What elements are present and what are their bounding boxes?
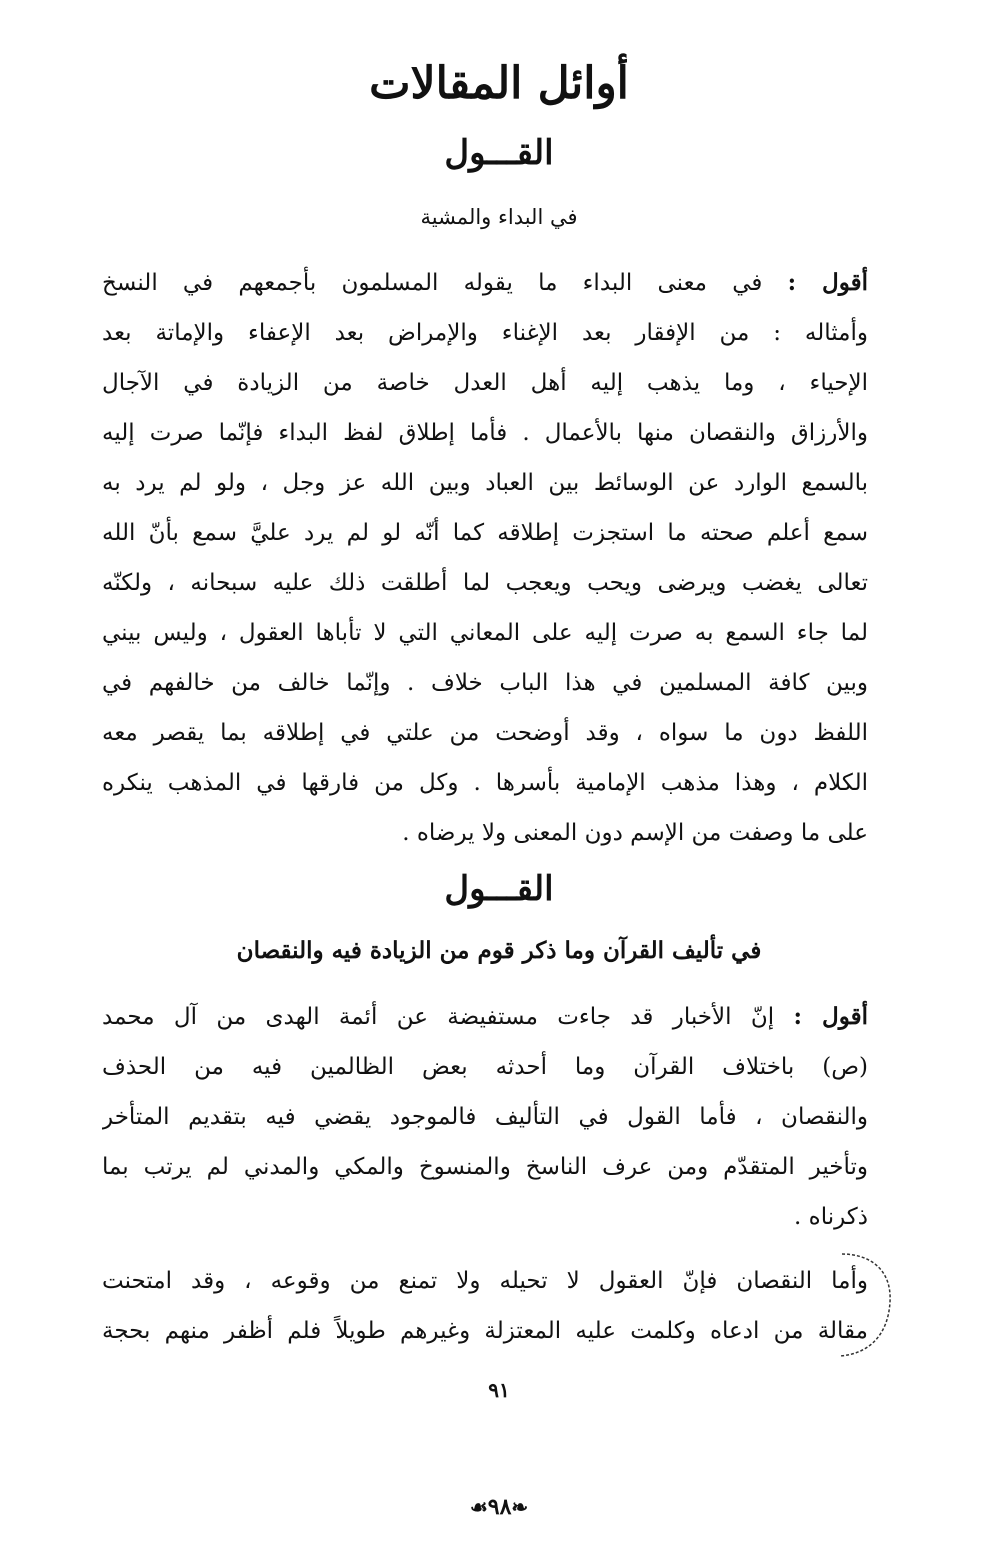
section-heading-1: القـــول: [444, 133, 554, 173]
ornament-right-icon: ☙: [469, 1495, 488, 1519]
text-line: وأما النقصان فإنّ العقول لا تحيله ولا تمنع من وقوعه ، وقد امتحنت: [102, 1268, 868, 1294]
text-line: وتأخير المتقدّم ومن عرف الناسخ والمنسوخ والمكي والمدني لم يرتب بما: [102, 1154, 868, 1180]
text-line: الكلام ، وهذا مذهب الإمامية بأسرها . وكل من فارقها في المذهب ينكره: [102, 770, 868, 796]
ornament-left-icon: ❧: [511, 1495, 529, 1519]
text-line: لما جاء السمع به صرت إليه على المعاني التي لا تأباها العقول ، وليس بيني: [102, 620, 868, 646]
text-line: وبين كافة المسلمين في هذا الباب خلاف . وإنّما خالف من خالفهم في: [102, 670, 868, 696]
text-line: (ص) باختلاف القرآن وما أحدثه بعض الظالمين فيه من الحذف: [102, 1054, 868, 1080]
text-line: اللفظ دون ما سواه ، وقد أوضحت من علتي في إطلاقه بما يقصر معه: [102, 720, 868, 746]
text-line: تعالى يغضب ويرضى ويحب ويعجب لما أطلقت ذلك عليه سبحانه ، ولكنّه: [102, 570, 868, 596]
page-title: أوائل المقالات: [369, 58, 629, 109]
lead-word: أقول :: [793, 1003, 868, 1030]
section-subheading-1: في البداء والمشية: [420, 205, 578, 229]
text-line: مقالة من ادعاه وكلمت عليه المعتزلة وغيرهم طويلاً فلم أظفر منهم بحجة: [102, 1318, 868, 1344]
text-line: أقول : إنّ الأخبار قد جاءت مستفيضة عن أئمة الهدى من آل محمد: [102, 1003, 868, 1030]
text-line: على ما وصفت من الإسم دون المعنى ولا يرضاه .: [402, 820, 868, 846]
page-number: ٩١: [488, 1378, 510, 1402]
footer-page-number: ❧٩٨☙: [469, 1494, 529, 1520]
section-subheading-2: في تأليف القرآن وما ذكر قوم من الزيادة فيه والنقصان: [236, 937, 762, 964]
text-line: بالسمع الوارد عن الوسائط بين العباد وبين الله عز وجل ، ولو لم يرد به: [102, 470, 868, 496]
lead-word: أقول :: [787, 269, 868, 296]
text-line: والنقصان ، فأما القول في التأليف فالموجود يقضي فيه بتقديم المتأخر: [102, 1104, 868, 1130]
text-line: وأمثاله : من الإفقار بعد الإغناء والإمراض بعد الإعفاء والإماتة بعد: [102, 320, 868, 346]
section-heading-2: القـــول: [444, 869, 554, 909]
text-line: سمع أعلم صحته ما استجزت إطلاقه كما أنّه لو لم يرد عليَّ سمع بأنّ الله: [102, 520, 868, 546]
text-line: أقول : في معنى البداء ما يقوله المسلمون بأجمعهم في النسخ: [102, 269, 868, 296]
text-line: ذكرناه .: [794, 1204, 868, 1230]
text-line: الإحياء ، وما يذهب إليه أهل العدل خاصة من الزيادة في الآجال: [102, 370, 868, 396]
text-line: والأرزاق والنقصان منها بالأعمال . فأما إطلاق لفظ البداء فإنّما صرت إليه: [102, 420, 868, 446]
